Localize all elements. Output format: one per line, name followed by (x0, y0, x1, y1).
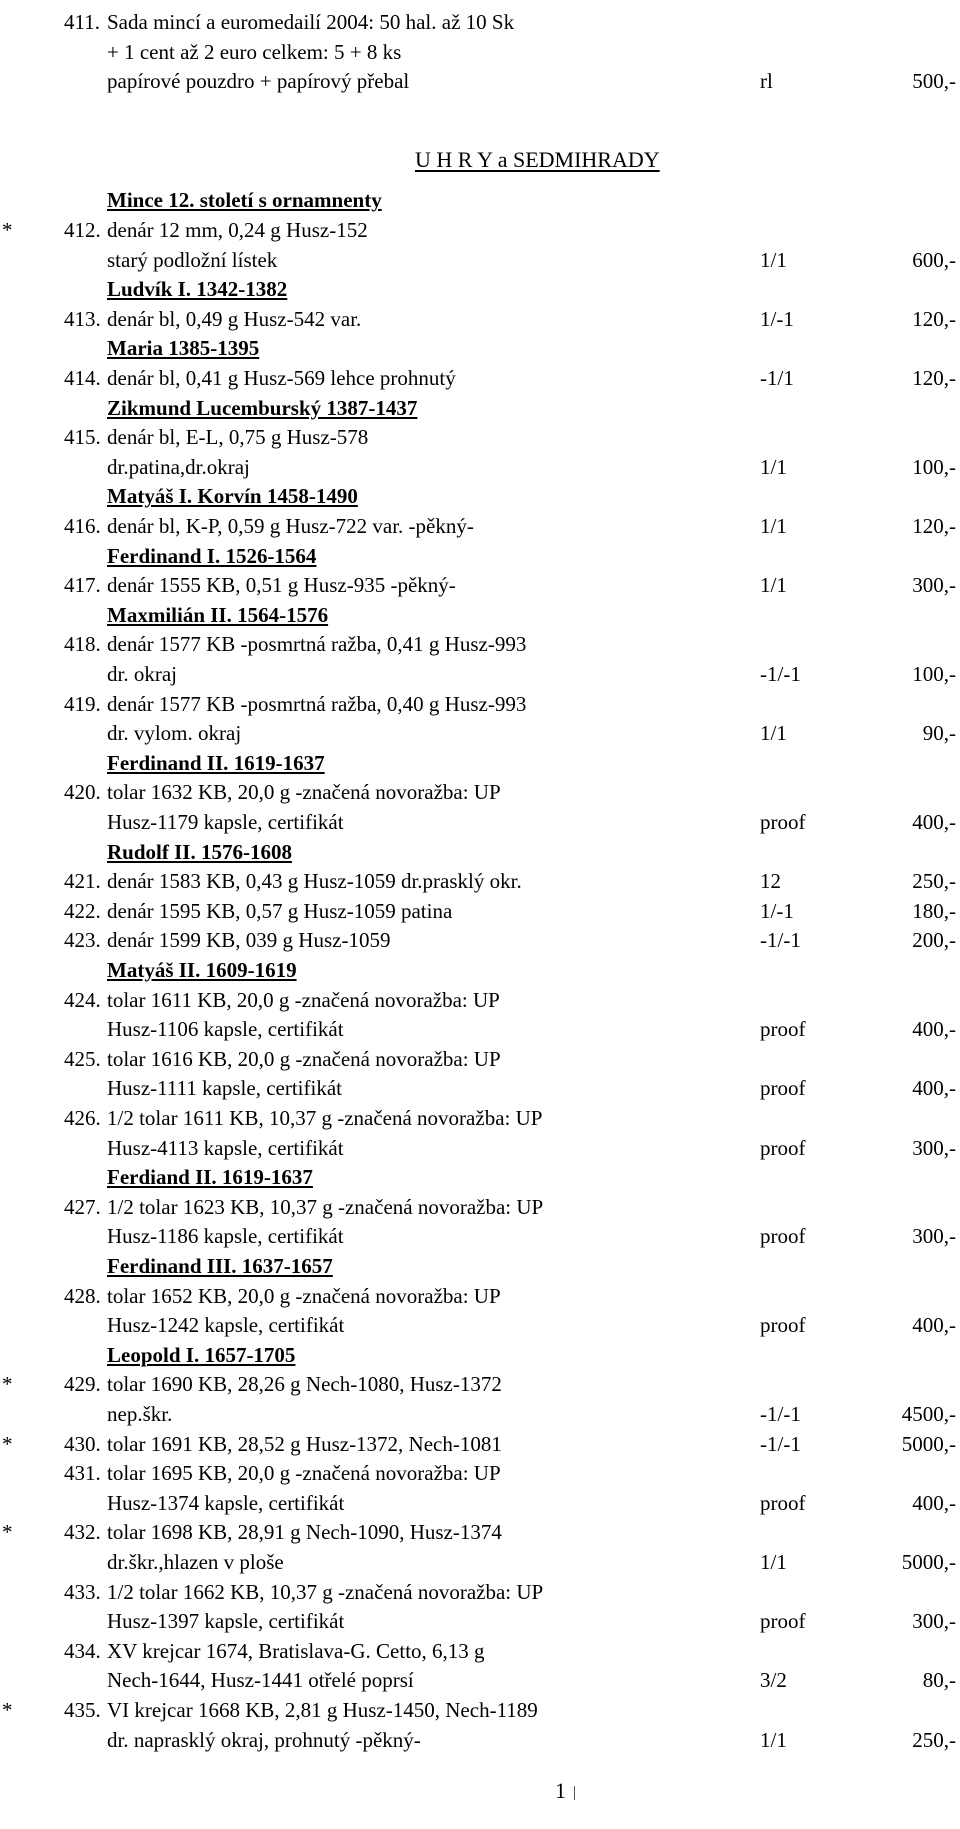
featured-marker: * (2, 1698, 13, 1722)
entry-line (0, 1311, 960, 1339)
ruler-heading: Matyáš II. 1609-1619 (107, 958, 297, 982)
entry-line (0, 778, 960, 806)
lot-number: 424. (64, 987, 101, 1012)
entry-line (0, 512, 960, 540)
lot-number: 434. (64, 1638, 101, 1663)
lot-price: 400,- (912, 1076, 956, 1101)
lot-price: 300,- (912, 573, 956, 598)
ruler-heading: Ferdiand II. 1619-1637 (107, 1165, 313, 1190)
ruler-heading-row (0, 482, 960, 510)
lot-description: denár 1595 KB, 0,57 g Husz-1059 patina (107, 898, 453, 923)
lot-description: denár 1599 KB, 039 g Husz-1059 (107, 928, 391, 953)
lot-number: 414. (64, 366, 101, 390)
lot-description: tolar 1632 KB, 20,0 g -značená novoražba: UP (107, 780, 501, 805)
lot-description: tolar 1695 KB, 20,0 g -značená novoražba: UP (107, 1461, 501, 1486)
lot-grade: -1/1 (760, 366, 794, 390)
lot-price: 600,- (912, 247, 956, 272)
ruler-heading: Ferdinand I. 1526-1564 (107, 543, 317, 568)
ruler-heading-row (0, 275, 960, 303)
lot-price: 300,- (912, 1609, 956, 1634)
lot-description: denár bl, 0,49 g Husz-542 var. (107, 306, 362, 331)
entry-line (0, 1015, 960, 1043)
entry-line (0, 1459, 960, 1487)
page-tick-mark (574, 1786, 575, 1800)
lot-number: 431. (64, 1461, 101, 1486)
lot-price: 400,- (912, 1017, 956, 1042)
lot-number: 421. (64, 869, 101, 894)
lot-price: 180,- (912, 898, 956, 923)
entry-line (0, 926, 960, 954)
lot-description: dr. vylom. okraj (107, 721, 242, 746)
lot-grade: -1/-1 (760, 1431, 801, 1456)
entry-line (0, 1726, 960, 1754)
lot-price: 80,- (922, 1668, 956, 1693)
lot-description: papírové pouzdro + papírový přebal (107, 69, 410, 94)
entry-line (0, 1400, 960, 1428)
lot-grade: proof (760, 1313, 806, 1338)
entry-line (0, 1578, 960, 1606)
entry-line (0, 453, 960, 481)
ruler-heading-row (0, 542, 960, 570)
ruler-heading-row (0, 186, 960, 214)
lot-number: 432. (64, 1520, 101, 1545)
lot-description: tolar 1690 KB, 28,26 g Nech-1080, Husz-1372 (107, 1372, 502, 1397)
lot-price: 100,- (912, 454, 956, 479)
lot-number: 428. (64, 1283, 101, 1308)
entry-line (0, 364, 960, 392)
entry-line (0, 1104, 960, 1132)
section-heading-row (0, 145, 960, 175)
ruler-heading: Rudolf II. 1576-1608 (107, 839, 292, 864)
lot-grade: proof (760, 1490, 806, 1515)
entry-line (0, 1074, 960, 1102)
lot-grade: 1/1 (760, 247, 787, 272)
ruler-heading-row (0, 334, 960, 362)
lot-description: nep.škr. (107, 1402, 173, 1426)
lot-grade: 3/2 (760, 1668, 787, 1693)
lot-price: 120,- (912, 306, 956, 331)
lot-number: 415. (64, 425, 101, 450)
lot-number: 422. (64, 898, 101, 923)
lot-grade: proof (760, 1076, 806, 1101)
lot-description: dr. okraj (107, 662, 177, 686)
ruler-heading: Leopold I. 1657-1705 (107, 1342, 296, 1367)
ruler-heading: Maxmilián II. 1564-1576 (107, 602, 329, 627)
lot-price: 90,- (922, 721, 956, 746)
lot-number: 417. (64, 573, 101, 598)
lot-description: Husz-1106 kapsle, certifikát (107, 1017, 344, 1042)
entry-line (0, 571, 960, 599)
ruler-heading-row (0, 749, 960, 777)
entry-line (0, 1193, 960, 1221)
lot-description: denár bl, K-P, 0,59 g Husz-722 var. -pěkný- (107, 514, 474, 538)
lot-grade: 1/-1 (760, 898, 794, 923)
lot-number: 435. (64, 1698, 101, 1722)
ruler-heading-row (0, 601, 960, 629)
entry-line (0, 690, 960, 718)
lot-grade: 12 (760, 869, 781, 894)
lot-grade: proof (760, 1017, 806, 1042)
lot-description: 1/2 tolar 1623 KB, 10,37 g -značená novoražba: UP (107, 1194, 544, 1219)
lot-number: 419. (64, 691, 101, 716)
ruler-heading-row (0, 1341, 960, 1369)
lot-grade: rl (760, 69, 773, 94)
lot-description: tolar 1698 KB, 28,91 g Nech-1090, Husz-1374 (107, 1520, 502, 1545)
lot-description: denár 1577 KB -posmrtná ražba, 0,41 g Husz-993 (107, 632, 527, 657)
lot-description: tolar 1691 KB, 28,52 g Husz-1372, Nech-1081 (107, 1431, 502, 1456)
lot-description: XV krejcar 1674, Bratislava-G. Cetto, 6,13 g (107, 1638, 485, 1663)
entry-line (0, 897, 960, 925)
lot-number: 418. (64, 632, 101, 657)
lot-number: 426. (64, 1106, 101, 1130)
lot-grade: 1/-1 (760, 306, 794, 331)
lot-description: denár 1555 KB, 0,51 g Husz-935 -pěkný- (107, 573, 456, 598)
ruler-heading: Ferdinand III. 1637-1657 (107, 1254, 333, 1278)
lot-number: 420. (64, 780, 101, 805)
lot-price: 120,- (912, 514, 956, 538)
lot-description: denár 1583 KB, 0,43 g Husz-1059 dr.prasklý okr. (107, 869, 522, 894)
entry-line (0, 1134, 960, 1162)
lot-description: denár 12 mm, 0,24 g Husz-152 (107, 218, 368, 242)
lot-description: + 1 cent až 2 euro celkem: 5 + 8 ks (107, 39, 402, 64)
lot-number: 427. (64, 1194, 101, 1219)
lot-description: Husz-1179 kapsle, certifikát (107, 810, 344, 834)
lot-number: 411. (64, 10, 100, 34)
lot-number: 430. (64, 1431, 101, 1456)
lot-description: dr. naprasklý okraj, prohnutý -pěkný- (107, 1727, 421, 1752)
entry-line (0, 8, 960, 36)
lot-number: 413. (64, 306, 101, 331)
entry-line (0, 719, 960, 747)
lot-price: 500,- (912, 69, 956, 94)
entry-line (0, 305, 960, 333)
lot-price: 400,- (912, 1490, 956, 1515)
lot-description: Husz-4113 kapsle, certifikát (107, 1135, 344, 1160)
entry-line (0, 1666, 960, 1694)
lot-price: 400,- (912, 1313, 956, 1338)
lot-description: dr.škr.,hlazen v ploše (107, 1550, 284, 1574)
featured-marker: * (2, 1431, 13, 1456)
ruler-heading: Maria 1385-1395 (107, 336, 260, 361)
entry-line (0, 1370, 960, 1398)
entry-line (0, 808, 960, 836)
lot-grade: 1/1 (760, 573, 787, 598)
featured-marker: * (2, 218, 13, 242)
ruler-heading-row (0, 394, 960, 422)
entry-line (0, 246, 960, 274)
entry-line (0, 867, 960, 895)
lot-grade: -1/-1 (760, 928, 801, 953)
lot-description: Husz-1242 kapsle, certifikát (107, 1313, 345, 1338)
lot-description: Husz-1111 kapsle, certifikát (107, 1076, 342, 1101)
ruler-heading: Zikmund Lucemburský 1387-1437 (107, 395, 418, 420)
ruler-heading-row (0, 1252, 960, 1280)
lot-description: VI krejcar 1668 KB, 2,81 g Husz-1450, Nech-1189 (107, 1698, 538, 1722)
lot-price: 250,- (912, 869, 956, 894)
ruler-heading-row (0, 1163, 960, 1191)
lot-grade: 1/1 (760, 721, 787, 746)
entry-line (0, 1518, 960, 1546)
ruler-heading-row (0, 838, 960, 866)
featured-marker: * (2, 1520, 13, 1545)
lot-description: Husz-1397 kapsle, certifikát (107, 1609, 345, 1634)
entry-line (0, 1548, 960, 1576)
page-number: 1 (555, 1778, 575, 1804)
lot-grade: 1/1 (760, 1727, 787, 1752)
lot-price: 300,- (912, 1224, 956, 1249)
ruler-heading: Mince 12. století s ornamnenty (107, 188, 382, 213)
lot-description: starý podložní lístek (107, 247, 278, 272)
lot-grade: proof (760, 810, 806, 834)
entry-line (0, 1607, 960, 1635)
ruler-heading-row (0, 956, 960, 984)
lot-grade: proof (760, 1135, 806, 1160)
lot-description: tolar 1652 KB, 20,0 g -značená novoražba: UP (107, 1283, 501, 1308)
entry-line (0, 1222, 960, 1250)
featured-marker: * (2, 1372, 13, 1397)
lot-price: 300,- (912, 1135, 956, 1160)
entry-line (0, 1696, 960, 1724)
lot-price: 100,- (912, 662, 956, 686)
lot-description: denár bl, 0,41 g Husz-569 lehce prohnutý (107, 366, 456, 390)
entry-line (0, 1282, 960, 1310)
lot-description: 1/2 tolar 1611 KB, 10,37 g -značená novoražba: UP (107, 1106, 543, 1130)
lot-description: tolar 1611 KB, 20,0 g -značená novoražba: UP (107, 987, 500, 1012)
lot-number: 425. (64, 1046, 101, 1071)
ruler-heading: Matyáš I. Korvín 1458-1490 (107, 484, 358, 509)
entry-line (0, 630, 960, 658)
lot-grade: -1/-1 (760, 662, 801, 686)
lot-number: 433. (64, 1579, 101, 1604)
lot-description: denár bl, E-L, 0,75 g Husz-578 (107, 425, 369, 450)
lot-number: 416. (64, 514, 101, 538)
entry-line (0, 986, 960, 1014)
lot-description: Husz-1374 kapsle, certifikát (107, 1490, 345, 1515)
entry-line (0, 38, 960, 66)
entry-line (0, 67, 960, 95)
ruler-heading: Ludvík I. 1342-1382 (107, 277, 288, 302)
lot-description: Sada mincí a euromedailí 2004: 50 hal. až 10 Sk (107, 10, 515, 34)
lot-description: 1/2 tolar 1662 KB, 10,37 g -značená novoražba: UP (107, 1579, 544, 1604)
lot-number: 423. (64, 928, 101, 953)
lot-grade: 1/1 (760, 454, 787, 479)
lot-number: 412. (64, 218, 101, 242)
lot-price: 250,- (912, 1727, 956, 1752)
entry-line (0, 1637, 960, 1665)
lot-number: 429. (64, 1372, 101, 1397)
lot-description: tolar 1616 KB, 20,0 g -značená novoražba: UP (107, 1046, 501, 1071)
lot-price: 200,- (912, 928, 956, 953)
lot-description: dr.patina,dr.okraj (107, 454, 250, 479)
ruler-heading: Ferdinand II. 1619-1637 (107, 750, 325, 775)
entry-line (0, 660, 960, 688)
entry-line (0, 1489, 960, 1517)
lot-price: 5000,- (901, 1550, 956, 1574)
lot-description: denár 1577 KB -posmrtná ražba, 0,40 g Husz-993 (107, 691, 527, 716)
lot-price: 5000,- (901, 1431, 956, 1456)
lot-price: 120,- (912, 366, 956, 390)
lot-description: Nech-1644, Husz-1441 otřelé poprsí (107, 1668, 414, 1693)
lot-grade: proof (760, 1224, 806, 1249)
section-heading: U H R Y a SEDMIHRADY (415, 146, 660, 172)
lot-price: 4500,- (901, 1402, 956, 1426)
entry-line (0, 216, 960, 244)
entry-line (0, 423, 960, 451)
entry-line (0, 1430, 960, 1458)
lot-grade: proof (760, 1609, 806, 1634)
lot-grade: -1/-1 (760, 1402, 801, 1426)
lot-price: 400,- (912, 810, 956, 834)
lot-grade: 1/1 (760, 514, 787, 538)
entry-line (0, 1045, 960, 1073)
lot-grade: 1/1 (760, 1550, 787, 1574)
lot-description: Husz-1186 kapsle, certifikát (107, 1224, 344, 1249)
